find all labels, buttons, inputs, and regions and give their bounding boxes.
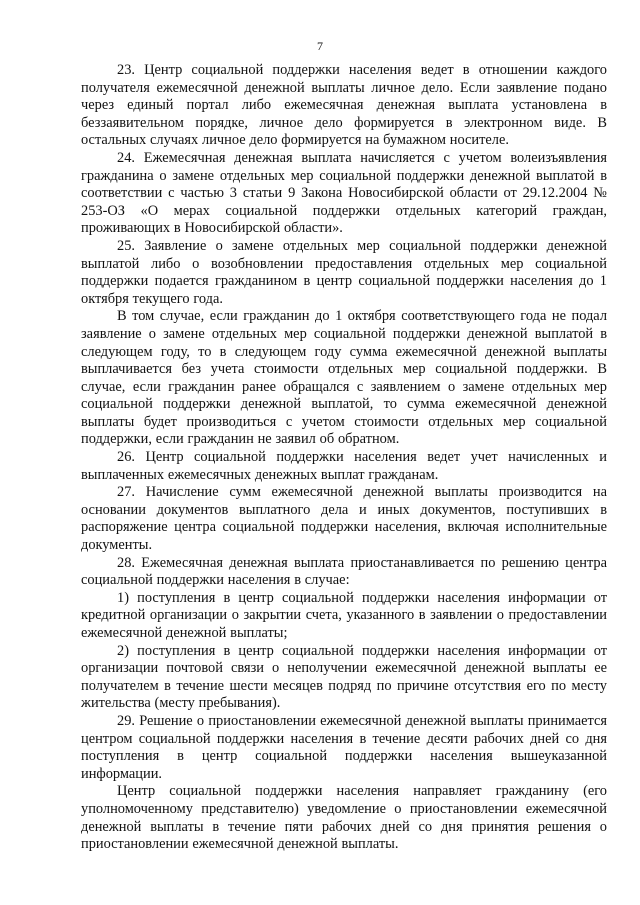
paragraph-29-continuation: Центр социальной поддержки населения направляет гражданину (его уполномоченному представителю) уведомление о приостановлении ежемесячной денежной выплаты в течение пяти рабочих дней со дня принятия решения о приостановлении ежемесячной денежной выплаты. (81, 783, 607, 853)
paragraph-28: 28. Ежемесячная денежная выплата приостанавливается по решению центра социальной поддержки населения в случае: (81, 554, 607, 589)
paragraph-28-item-2: 2) поступления в центр социальной поддержки населения информации от организации почтовой связи о неполучении ежемесячной денежной выплаты ее получателем в течение шести месяцев подряд по причине отсутствия его по месту жительства (месту пребывания). (81, 642, 607, 712)
document-body (81, 62, 607, 854)
paragraph-27: 27. Начисление сумм ежемесячной денежной выплаты производится на основании документов выплатного дела и иных документов, поступивших в распоряжение центра социальной поддержки населения, включая исполнительные документы. (81, 484, 607, 554)
paragraph-25-continuation: В том случае, если гражданин до 1 октября соответствующего года не подал заявление о замене отдельных мер социальной поддержки денежной выплатой в следующем году, то в следующем году сумма ежемесячной денежной выплаты выплачивается без учета стоимости отдельных мер социальной поддержки. В случае, если гражданин ранее обращался с заявлением о замене отдельных мер социальной поддержки денежной выплатой, то сумма ежемесячной денежной выплаты будет производиться с учетом стоимости отдельных мер социальной поддержки, если гражданин не заявил об обратном. (81, 308, 607, 448)
paragraph-28-item-1: 1) поступления в центр социальной поддержки населения информации от кредитной организации о закрытии счета, указанного в заявлении о предоставлении ежемесячной денежной выплаты; (81, 589, 607, 641)
paragraph-29: 29. Решение о приостановлении ежемесячной денежной выплаты принимается центром социальной поддержки населения в течение десяти рабочих дней со дня поступления в центр социальной поддержки населения вышеуказанной информации. (81, 712, 607, 782)
paragraph-26: 26. Центр социальной поддержки населения ведет учет начисленных и выплаченных ежемесячных денежных выплат гражданам. (81, 449, 607, 483)
page-number: 7 (317, 39, 323, 53)
paragraph-24: 24. Ежемесячная денежная выплата начисляется с учетом волеизъявления гражданина о замене отдельных мер социальной поддержки денежной выплатой в соответствии с частью 3 статьи 9 Закона Новосибирской области от 29.12.2004 № 253-ОЗ «О мерах социальной поддержки отдельных категорий граждан, проживающих в Новосибирской области». (81, 149, 607, 237)
paragraph-25: 25. Заявление о замене отдельных мер социальной поддержки денежной выплатой либо о возобновлении предоставления отдельных мер социальной поддержки подается гражданином в центр социальной поддержки населения до 1 октября текущего года. (81, 237, 607, 307)
paragraph-23: 23. Центр социальной поддержки населения ведет в отношении каждого получателя ежемесячной денежной выплаты личное дело. Если заявление подано через единый портал либо ежемесячная денежная выплата установлена в беззаявительном порядке, личное дело формируется в электронном виде. В остальных случаях личное дело формируется на бумажном носителе. (81, 62, 607, 149)
